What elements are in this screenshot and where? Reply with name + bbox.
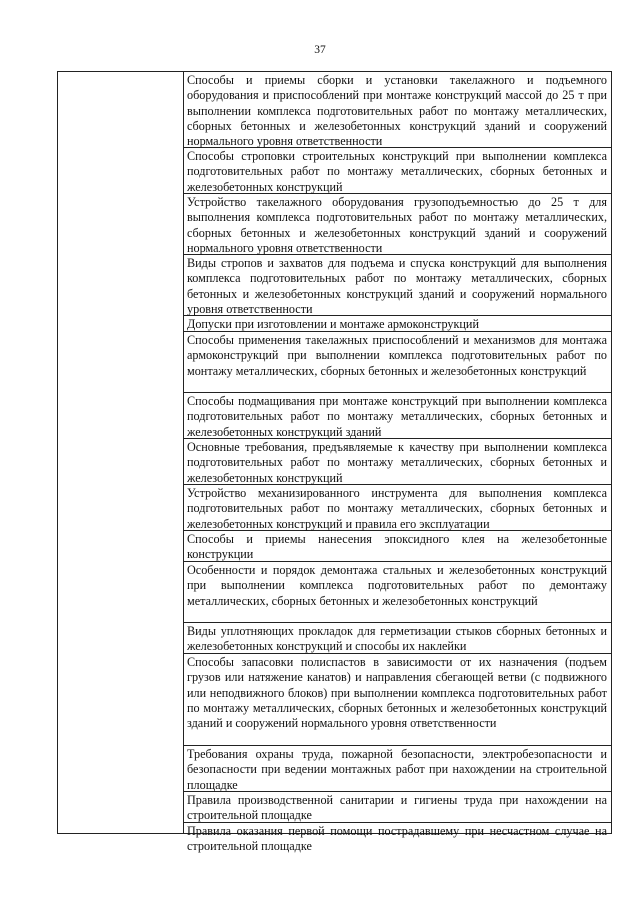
table-row: Устройство механизированного инструмента для выполнения комплекса подготовительных работ по монтажу металлических, сборных бетонных и железобетонных конструкций и правила его эксплуатации [184,485,611,531]
table-row: Виды уплотняющих прокладок для герметизации стыков сборных бетонных и железобетонных конструкций и способы их наклейки [184,623,611,654]
table-row: Основные требования, предъявляемые к качеству при выполнении комплекса подготовительных работ по монтажу металлических, сборных бетонных и железобетонных конструкций [184,439,611,485]
table-row: Допуски при изготовлении и монтаже армоконструкций [184,316,611,332]
table-row: Способы и приемы нанесения эпоксидного клея на железобетонные конструкции [184,531,611,562]
requirements-table [57,71,612,854]
table-left-column [58,72,184,833]
table-row: Устройство такелажного оборудования грузоподъемностью до 25 т для выполнения комплекса подготовительных работ по монтажу металлических, сборных бетонных и железобетонных конструкций зданий и сооружений нормального уровня ответственности [184,194,611,255]
table-right-column [184,72,611,854]
table-row: Способы применения такелажных приспособлений и механизмов для монтажа армоконструкций при выполнении комплекса подготовительных работ по монтажу металлических, сборных бетонных и железобетонных конструкций [184,332,611,393]
table-row: Способы запасовки полиспастов в зависимости от их назначения (подъем грузов или натяжение канатов) и направления сбегающей ветви (с подвижного или неподвижного блоков) при выполнении комплекса подготовительных работ по монтажу металлических, сборных бетонных и железобетонных конструкций зданий и сооружений нормального уровня ответственности [184,654,611,746]
page-number: 37 [314,44,326,56]
table-row: Способы строповки строительных конструкций при выполнении комплекса подготовительных работ по монтажу металлических, сборных бетонных и железобетонных конструкций [184,148,611,194]
table-row: Правила производственной санитарии и гигиены труда при нахождении на строительной площадке [184,792,611,823]
table-row: Особенности и порядок демонтажа стальных и железобетонных конструкций при выполнении комплекса подготовительных работ по демонтажу металлических, сборных бетонных и железобетонных конструкций [184,562,611,623]
table-row: Виды стропов и захватов для подъема и спуска конструкций для выполнения комплекса подготовительных работ по монтажу металлических, сборных бетонных и железобетонных конструкций зданий и сооружений нормального уровня ответственности [184,255,611,316]
table-row: Правила оказания первой помощи пострадавшему при несчастном случае на строительной площадке [187,824,607,854]
table-row: Способы и приемы сборки и установки такелажного и подъемного оборудования и приспособлений при монтаже конструкций массой до 25 т при выполнении комплекса подготовительных работ по монтажу металлических, сборных бетонных и железобетонных конструкций зданий и сооружений нормального уровня ответственности [184,72,611,148]
table-row: Требования охраны труда, пожарной безопасности, электробезопасности и безопасности при ведении монтажных работ при нахождении на строительной площадке [184,746,611,792]
table-row: Способы подмащивания при монтаже конструкций при выполнении комплекса подготовительных работ по монтажу металлических, сборных бетонных и железобетонных конструкций зданий [184,393,611,439]
